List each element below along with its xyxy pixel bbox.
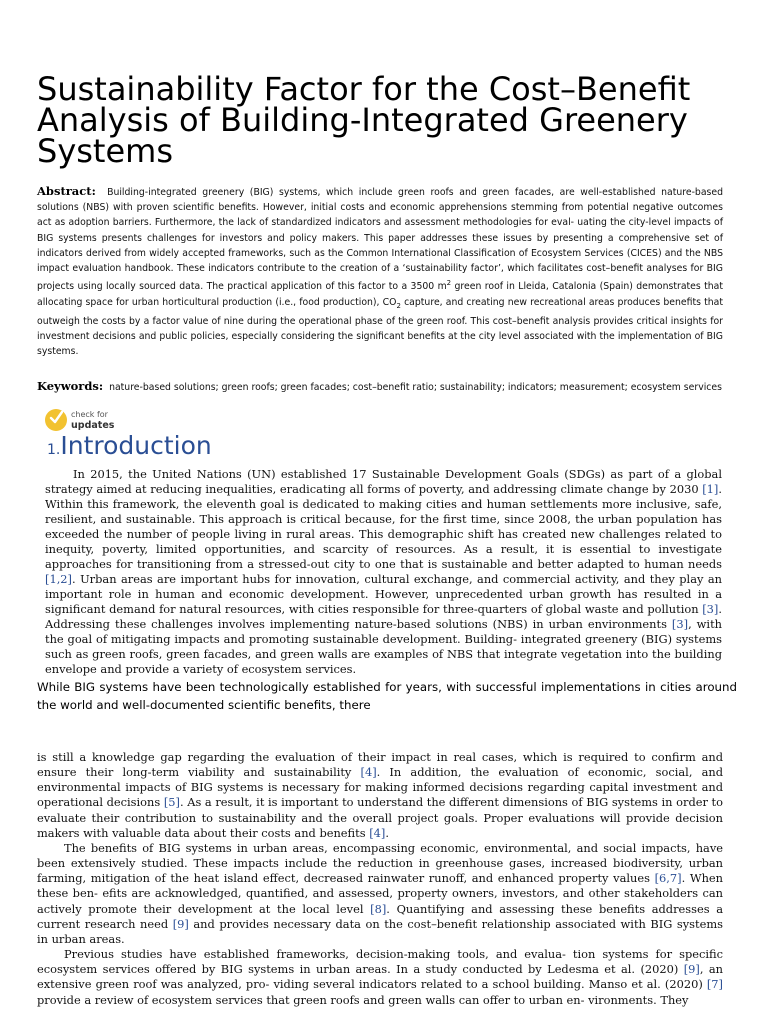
citation-link[interactable]: [4] — [360, 765, 377, 780]
checkmark-icon — [49, 411, 63, 425]
text-run: . Urban areas are important hubs for innovation, cultural exchange, and commercial activity, and they play an important role in human and economic development. However, unprecedented urban growth has resulted in a significant demand for natural resources, with cities responsible for three-quarters of global waste and pollution — [45, 572, 722, 616]
text-run: . In addition, the evaluation of economic, social, and environmental impacts of BIG systems is necessary for making informed decisions regarding capital investment and operational decisions — [37, 765, 724, 810]
abstract — [37, 184, 723, 359]
section-title: Introduction — [60, 431, 212, 460]
intro-paragraph-1 — [45, 467, 722, 677]
badge-line2: updates — [71, 420, 115, 431]
abstract-text-3: capture, and creating new recreational areas produces benefits that outweigh the costs by a factor value of nine during the operational phase of the green roof. This cost–benefit analysis provides critical insights for investment decisions and public policies, especially considering the significant benefits at the city level associated with the implementation of BIG systems. — [37, 296, 723, 357]
keywords-text: nature-based solutions; green roofs; green facades; cost–benefit ratio; sustainability; indicators; measurement; ecosystem services — [109, 382, 722, 393]
paragraph-3 — [37, 841, 723, 947]
abstract-text-1: Building-integrated greenery (BIG) systems, which include green roofs and green facades, are well-established nature-based solutions (NBS) with proven scientific benefits. However, initial costs and economic apprehensions stemming from potential negative outcomes act as adoption barriers. Furthermore, the lack of standardized indicators and assessment methodologies for eval- uating the city-level impacts of BIG systems presents challenges for investors and policy makers. This paper addresses these issues by presenting a comprehensive set of indicators derived from widely accepted frameworks, such as the Common International Classification of Ecosystem Services (CICES) and the NBS impact evaluation handbook. These indicators contribute to the creation of a ‘sustainability factor’, which facilitates cost–benefit analyses for BIG projects using locally sourced data. The practical application of this factor to a 3500 m — [37, 187, 723, 293]
citation-link[interactable]: [1] — [702, 482, 719, 496]
paragraph-2 — [37, 750, 723, 841]
text-run: , with the goal of mitigating impacts and promoting sustainable development. Building- integrated greenery (BIG) systems such as green roofs, green facades, and green walls are examples of NBS that integrate vegetation into the building envelope and provide a variety of ecosystem services. — [45, 617, 722, 676]
text-run: . Within this framework, the eleventh goal is dedicated to making cities and human settlements more inclusive, safe, resilient, and sustainable. This approach is critical because, for the first time, since 2008, the urban population has exceeded the number of people living in rural areas. This demographic shift has created new challenges related to inequity, poverty, limited opportunities, and scarcity of resources. As a result, it is essential to investigate approaches for transitioning from a stressed-out city to one that is sustainable and better adapted to human needs — [45, 482, 722, 571]
text-run: provide a review of ecosystem services that green roofs and green walls can offer to urban en- vironments. They — [37, 992, 689, 1007]
text-run: . Quantifying and assessing these benefits addresses a current research need — [37, 901, 724, 931]
text-run: In 2015, the United Nations (UN) established 17 Sustainable Development Goals (SDGs) as part of a global strategy aimed at reducing inequalities, eradicating all forms of poverty, and addressing climate change by 2030 — [45, 467, 722, 496]
body-text — [37, 750, 723, 1008]
badge-line1: check for — [71, 410, 108, 419]
text-run: is still a knowledge gap regarding the evaluation of their impact in real cases, which is required to confirm and ensure their long-term viability and sustainability — [37, 750, 723, 780]
citation-link[interactable]: [9] — [172, 916, 189, 931]
citation-link[interactable]: [9] — [683, 962, 700, 977]
citation-link[interactable]: [8] — [370, 901, 387, 916]
abstract-label: Abstract: — [37, 184, 96, 198]
text-run: . As a result, it is important to understand the different dimensions of BIG systems in order to evaluate their contribution to sustainability and the overall project goals. Proper evaluations will provide decision makers with valuable data about their costs and benefits — [37, 795, 723, 840]
keywords — [37, 379, 723, 395]
keywords-label: Keywords: — [37, 379, 104, 393]
text-run: . Addressing these challenges involves implementing nature-based solutions (NBS) in urban environments — [45, 602, 722, 631]
paragraph-4 — [37, 947, 723, 1008]
text-run: . — [385, 825, 389, 840]
abstract-sup: 2 — [446, 279, 452, 288]
text-run: and provides necessary data on the cost–benefit relationship associated with BIG systems in urban areas. — [37, 916, 723, 946]
check-for-updates-badge[interactable] — [45, 409, 125, 433]
citation-link[interactable]: [3] — [671, 617, 689, 631]
continuation-paragraph: While BIG systems have been technologically established for years, with successful implementations in cities around the world and well-documented scientific benefits, there — [37, 680, 737, 712]
citation-link[interactable]: [4] — [369, 825, 386, 840]
citation-link[interactable]: [6,7] — [654, 871, 682, 886]
text-run: . When these ben- efits are acknowledged, quantified, and assessed, property owners, investors, and other stakeholders can actively promote their development at the local level — [37, 871, 723, 916]
text-run: The benefits of BIG systems in urban areas, encompassing economic, environmental, and social impacts, have been extensively studied. These impacts include the reduction in greenhouse gases, increased biodiversity, urban farming, mitigation of the heat island effect, decreased rainwater runoff, and enhanced property values — [37, 840, 723, 886]
section-heading — [47, 431, 212, 460]
abstract-sub: 2 — [396, 301, 401, 310]
abstract-text-2: green roof in Lleida, Catalonia (Spain) demonstrates that allocating space for urban horticultural production (i.e., food production), CO — [37, 281, 723, 308]
citation-link[interactable]: [5] — [163, 795, 180, 810]
citation-link[interactable]: [3] — [702, 602, 719, 616]
citation-link[interactable]: [1,2] — [45, 572, 73, 586]
paper-title: Sustainability Factor for the Cost–Benefit Analysis of Building-Integrated Greenery Systems — [37, 70, 691, 170]
section-number: 1. — [47, 442, 61, 458]
text-run: , an extensive green roof was analyzed, pro- viding several indicators related to a school building. Manso et al. (2020) — [37, 962, 723, 992]
text-run: Previous studies have established frameworks, decision-making tools, and evalua- tion systems for specific ecosystem services offered by BIG systems in urban areas. In a study conducted by Ledesma et al. (2020) — [37, 947, 723, 977]
citation-link[interactable]: [7] — [706, 977, 723, 992]
